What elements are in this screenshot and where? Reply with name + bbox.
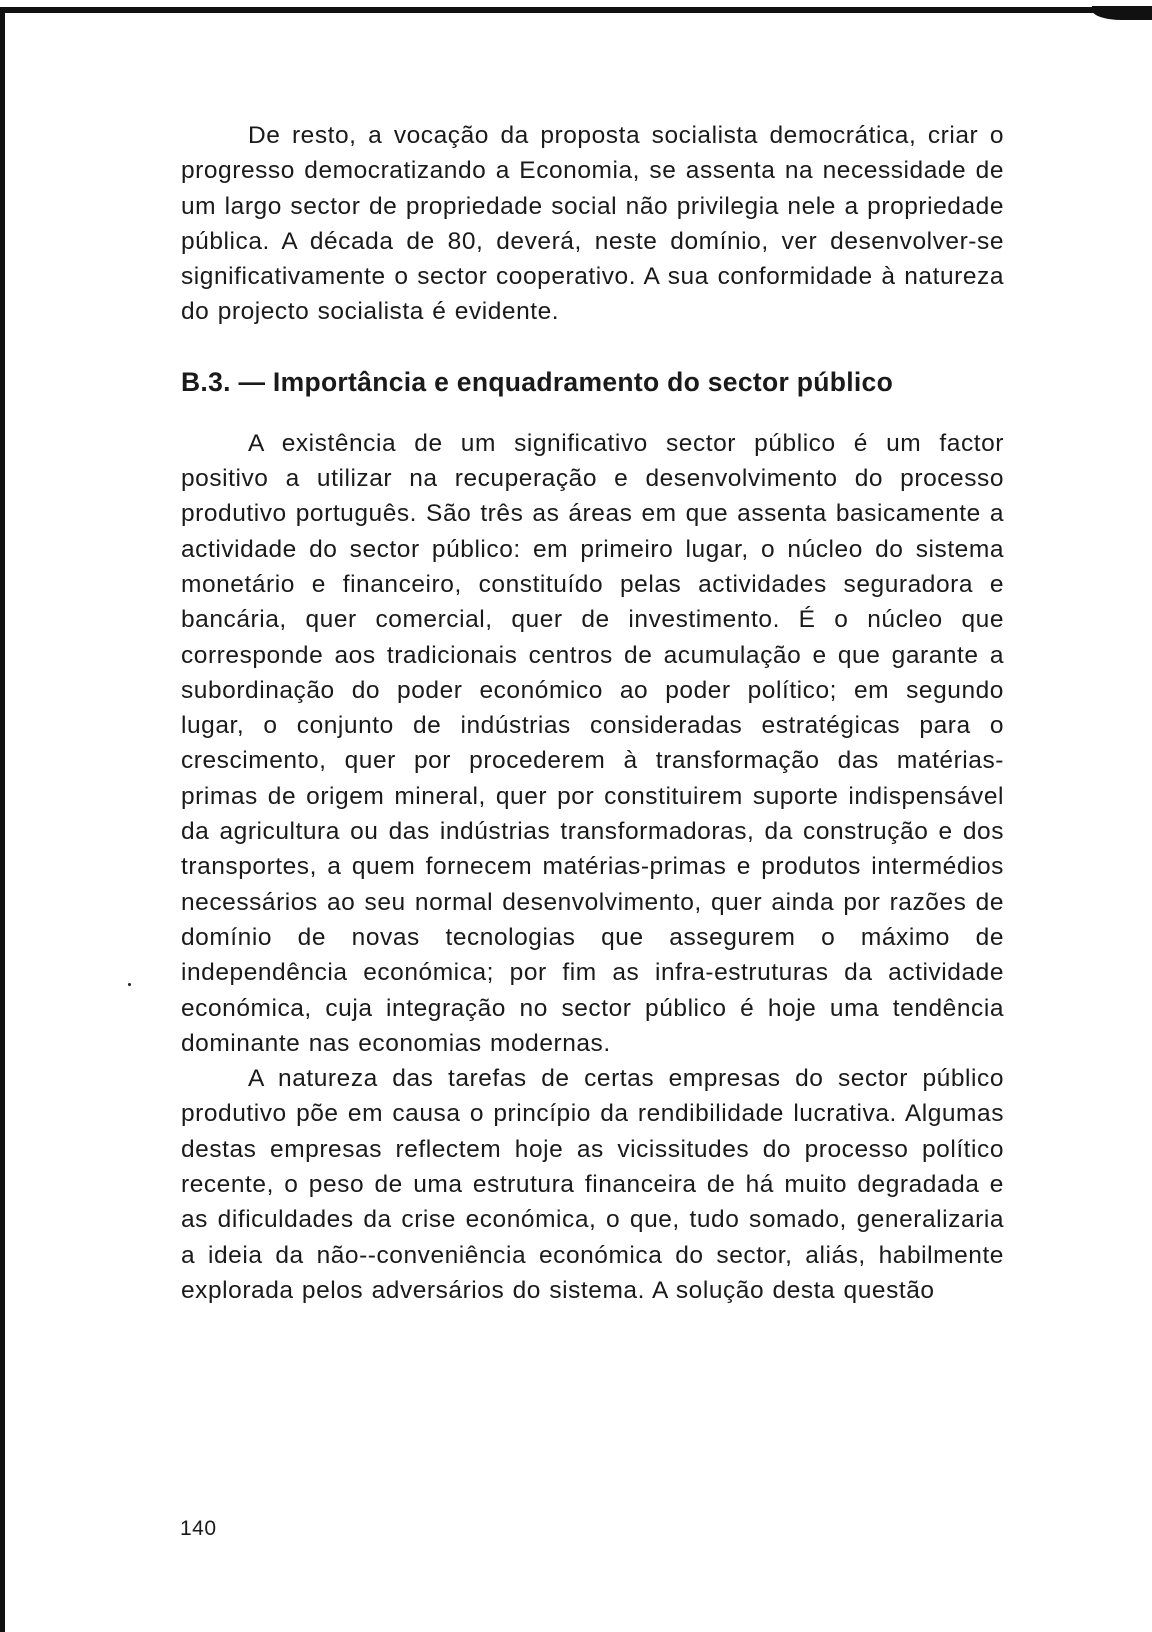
page-number: 140 xyxy=(180,1517,217,1540)
paragraph-3: A natureza das tarefas de certas empresas do sector público produtivo põe em causa o princípio da rendibilidade lucrativa. Algumas destas empresas reflectem hoje as vicissitudes do processo político recente, o peso de uma estrutura financeira de há muito degradada e as dificuldades da crise económica, o que, tudo somado, generalizaria a ideia da não--conveniência económica do sector, aliás, habilmente explorada pelos adversários do sistema. A solução desta questão xyxy=(181,1065,1004,1304)
scan-edge-mark xyxy=(1092,6,1152,20)
scan-edge-top xyxy=(0,7,1152,13)
paragraph-1: De resto, a vocação da proposta socialista democrática, criar o progresso democratizando a Economia, se assenta na necessidade de um largo sector de propriedade social não privilegia nele a propriedade pública. A década de 80, deverá, neste domínio, ver desenvolver-se significativamente o sector cooperativo. A sua conformidade à natureza do projecto socialista é evidente. xyxy=(181,122,1004,326)
scan-edge-left xyxy=(0,7,5,1632)
page-body xyxy=(181,118,1004,1308)
margin-speck xyxy=(128,983,131,986)
paragraph-2: A existência de um significativo sector público é um factor positivo a utilizar na recuperação e desenvolvimento do processo produtivo português. São três as áreas em que assenta basicamente a actividade do sector público: em primeiro lugar, o núcleo do sistema monetário e financeiro, constituído pelas actividades seguradora e bancária, quer comercial, quer de investimento. É o núcleo que corresponde aos tradicionais centros de acumulação e que garante a subordinação do poder económico ao poder político; em segundo lugar, o conjunto de indústrias consideradas estratégicas para o crescimento, quer por procederem à transformação das matérias-primas de origem mineral, quer por constituirem suporte indispensável da agricultura ou das indústrias transformadoras, da construção e dos transportes, a quem fornecem matérias-primas e produtos intermédios necessários ao seu normal desenvolvimento, quer ainda por razões de domínio de novas tecnologias que assegurem o máximo de independência económica; por fim as infra-estruturas da actividade económica, cuja integração no sector público é hoje uma tendência dominante nas economias modernas. xyxy=(181,429,1004,1057)
section-heading: B.3. — Importância e enquadramento do sector público xyxy=(181,366,894,397)
